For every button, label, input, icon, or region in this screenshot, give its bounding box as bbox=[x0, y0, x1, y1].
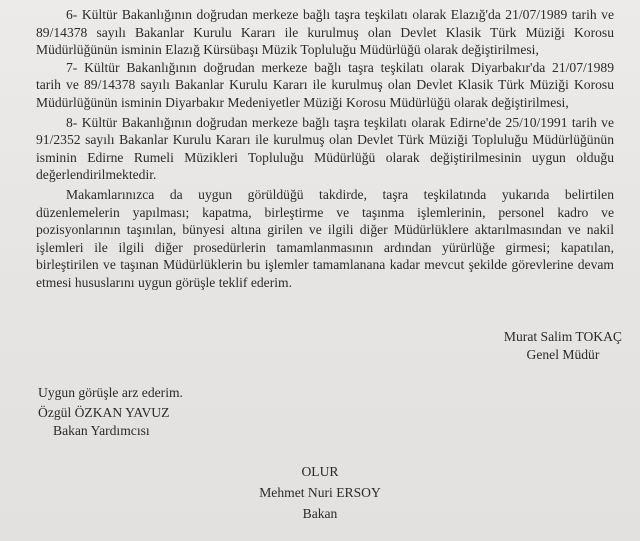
text-line: 89/14378 sayılı Bakanlar Kurulu Kararı ile kurulmuş olan Devlet Klasik Türk Müziği Korosu bbox=[36, 24, 614, 40]
text-line: 7- Kültür Bakanlığının doğrudan merkeze bağlı taşra teşkilatı olarak Diyarbakır'da 21/07/1989 bbox=[66, 59, 614, 75]
text-line: birleştirilen ve taşınan Müdürlüklerin bu işlemler tamamlanana kadar mevcut şekilde görevlerine devam bbox=[36, 257, 614, 273]
text-line: tarih ve 89/14378 sayılı Bakanlar Kurulu Kararı ile kurulmuş olan Devlet Klasik Türk Müziği Korosu bbox=[36, 77, 614, 93]
text-line: Müdürlüğünün isminin Diyarbakır Medeniyetler Müziği Korosu Müdürlüğü olarak değiştirilmesi, bbox=[36, 94, 569, 110]
signatory-title: Genel Müdür bbox=[526, 347, 600, 362]
text-line: Makamlarınızca da uygun görüldüğü takdirde, taşra teşkilatında yukarıda belirtilen bbox=[66, 186, 614, 202]
approval-phrase: Uygun görüşle arz ederim. bbox=[38, 385, 183, 400]
paragraph-item-6 bbox=[36, 6, 614, 59]
signature-block-deputy-minister bbox=[38, 384, 183, 441]
signature-block-general-director bbox=[504, 328, 622, 364]
deputy-title: Bakan Yardımcısı bbox=[53, 423, 150, 438]
text-line: düzenlemelerin yapılması; kapatma, birleştirme ve taşınma işlemlerinin, personel kadro ve bbox=[36, 204, 614, 220]
paragraph-item-8 bbox=[36, 114, 614, 184]
text-line: 6- Kültür Bakanlığının doğrudan merkeze bağlı taşra teşkilatı olarak Elazığ'da 21/07/1989 tarih ve bbox=[66, 7, 614, 22]
paragraph-item-7 bbox=[36, 59, 614, 112]
text-line: 8- Kültür Bakanlığının doğrudan merkeze bağlı taşra teşkilatı olarak Edirne'de 25/10/1991 tarih ve bbox=[66, 114, 614, 130]
signature-block-minister bbox=[0, 461, 640, 524]
text-line: Müdürlüğünün isminin Elazığ Kürsübaşı Müzik Topluluğu Müdürlüğü olarak değiştirilmesi, bbox=[36, 42, 539, 58]
text-line: isminin Edirne Rumeli Müzikleri Topluluğu Müdürlüğü olarak değiştirilmesinin uygun olduğu bbox=[36, 149, 614, 165]
signatory-name: Murat Salim TOKAÇ bbox=[503, 329, 622, 344]
paragraph-proposal bbox=[36, 186, 614, 292]
deputy-name: Özgül ÖZKAN YAVUZ bbox=[38, 404, 170, 420]
text-line: etmesi hususlarını uygun görüşle teklif ederim. bbox=[36, 274, 292, 290]
text-line: 91/2352 sayılı Bakanlar Kurulu Kararı ile kurulmuş olan Devlet Türk Müziği Topluluğu Müdürlüğünün bbox=[36, 132, 614, 148]
text-line: pozisyonlarının taşınılan, bünyesi altına girilen ve ilgili diğer Müdürlüklere aktarılmasından ve nakil bbox=[36, 222, 614, 238]
minister-name: Mehmet Nuri ERSOY bbox=[259, 485, 381, 500]
approval-decision: OLUR bbox=[301, 464, 339, 479]
text-line: değerlendirilmektedir. bbox=[36, 167, 157, 183]
letter-body bbox=[36, 6, 614, 292]
text-line: işlemleri ile ilgili diğer prosedürlerin tamamlanmasının ardından yürürlüğe girmesi; kapatılan, bbox=[36, 239, 614, 255]
minister-title: Bakan bbox=[302, 506, 338, 521]
